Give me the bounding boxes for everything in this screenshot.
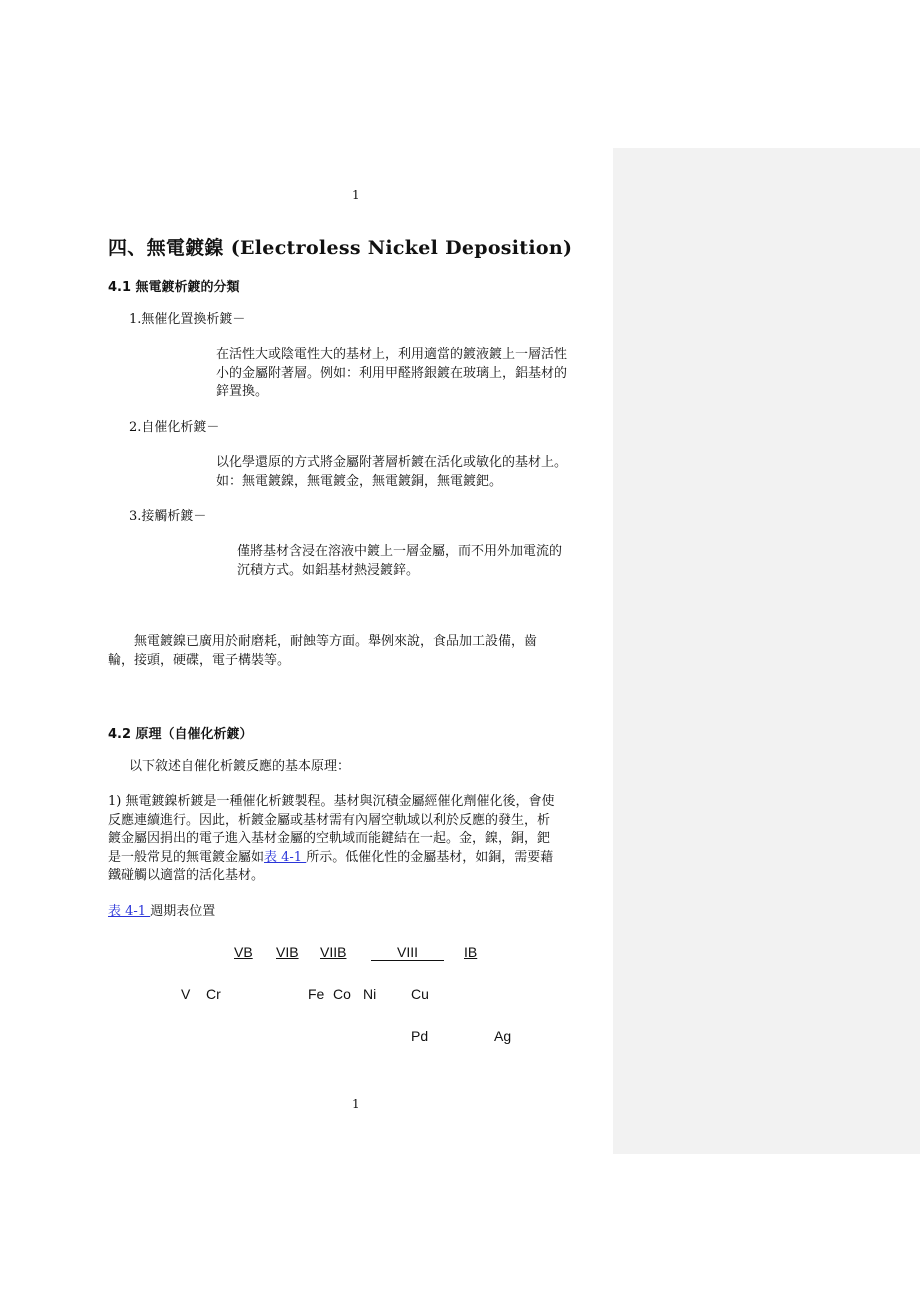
group-viib: VIIB bbox=[320, 944, 347, 960]
text-line: 反應連續進行。因此，析鍍金屬或基材需有內層空軌域以利於反應的發生，析 bbox=[108, 812, 551, 828]
text-line: 無電鍍鎳已廣用於耐磨耗，耐蝕等方面。舉例來說，食品加工設備，齒 bbox=[108, 634, 538, 649]
applications-paragraph bbox=[108, 633, 537, 670]
item-1-body bbox=[216, 346, 567, 402]
element-fe: Fe bbox=[308, 986, 325, 1002]
group-ib: IB bbox=[464, 944, 478, 960]
section-heading-4-1: 4.1 無電鍍析鍍的分類 bbox=[108, 280, 240, 295]
text-line: 以化學還原的方式將金屬附著層析鍍在活化或敏化的基材上。 bbox=[216, 455, 568, 470]
text-line: 鐵碰觸以適當的活化基材。 bbox=[108, 868, 265, 883]
text-line bbox=[108, 849, 554, 868]
element-cu: Cu bbox=[411, 986, 429, 1002]
text-fragment: 所示。低催化性的金屬基材，如銅，需要藉 bbox=[306, 849, 554, 865]
comment-pane bbox=[613, 148, 920, 1154]
element-v: V bbox=[181, 986, 191, 1002]
page-title: 四、無電鍍鎳 (Electroless Nickel Deposition) bbox=[108, 237, 573, 259]
text-line: 僅將基材含浸在溶液中鍍上一層金屬，而不用外加電流的 bbox=[237, 544, 563, 559]
text-line: 如：無電鍍鎳，無電鍍金，無電鍍銅，無電鍍鈀。 bbox=[216, 473, 503, 489]
text-line: 在活性大或陰電性大的基材上，利用適當的鍍液鍍上一層活性 bbox=[216, 347, 568, 362]
group-vib: VIB bbox=[276, 944, 299, 960]
group-vb: VB bbox=[234, 944, 253, 960]
table-caption-text: 週期表位置 bbox=[150, 904, 216, 919]
item-2-label: 2.自催化析鍍－ bbox=[129, 420, 220, 435]
element-pd: Pd bbox=[411, 1028, 429, 1044]
element-cr: Cr bbox=[206, 986, 221, 1002]
table-caption-link[interactable]: 表 4-1 bbox=[108, 904, 151, 919]
principle-intro: 以下敘述自催化析鍍反應的基本原理： bbox=[129, 759, 351, 774]
page-number-top: 1 bbox=[352, 188, 360, 202]
text-fragment: 是一般常見的無電鍍金屬如 bbox=[108, 849, 265, 865]
element-co: Co bbox=[333, 986, 351, 1002]
item-3-body bbox=[237, 543, 562, 580]
item-2-body bbox=[216, 454, 567, 491]
table-caption bbox=[108, 903, 215, 922]
text-line: 鋅置換。 bbox=[216, 384, 269, 399]
text-line: 鍍金屬因捐出的電子進入基材金屬的空軌域而能鍵結在一起。金，鎳，銅，鈀 bbox=[108, 831, 551, 846]
text-line: 小的金屬附著層。例如：利用甲醛將銀鍍在玻璃上，鋁基材的 bbox=[216, 365, 568, 381]
text-line: 沉積方式。如鋁基材熱浸鍍鋅。 bbox=[237, 562, 420, 578]
text-line: 1) 無電鍍鎳析鍍是一種催化析鍍製程。基材與沉積金屬經催化劑催化後，會使 bbox=[108, 794, 555, 809]
element-ni: Ni bbox=[363, 986, 377, 1002]
section-heading-4-2: 4.2 原理（自催化析鍍） bbox=[108, 727, 253, 742]
page-number-bottom: 1 bbox=[352, 1097, 360, 1111]
item-3-label: 3.接觸析鍍－ bbox=[129, 509, 207, 524]
text-line: 輪，接頭，硬碟，電子構裝等。 bbox=[108, 652, 291, 668]
item-1-label: 1.無催化置換析鍍－ bbox=[129, 312, 246, 327]
table-4-1-link[interactable]: 表 4-1 bbox=[264, 849, 307, 865]
element-ag: Ag bbox=[494, 1028, 512, 1044]
principle-point-1 bbox=[108, 793, 554, 886]
group-viii: VIII bbox=[371, 944, 444, 961]
